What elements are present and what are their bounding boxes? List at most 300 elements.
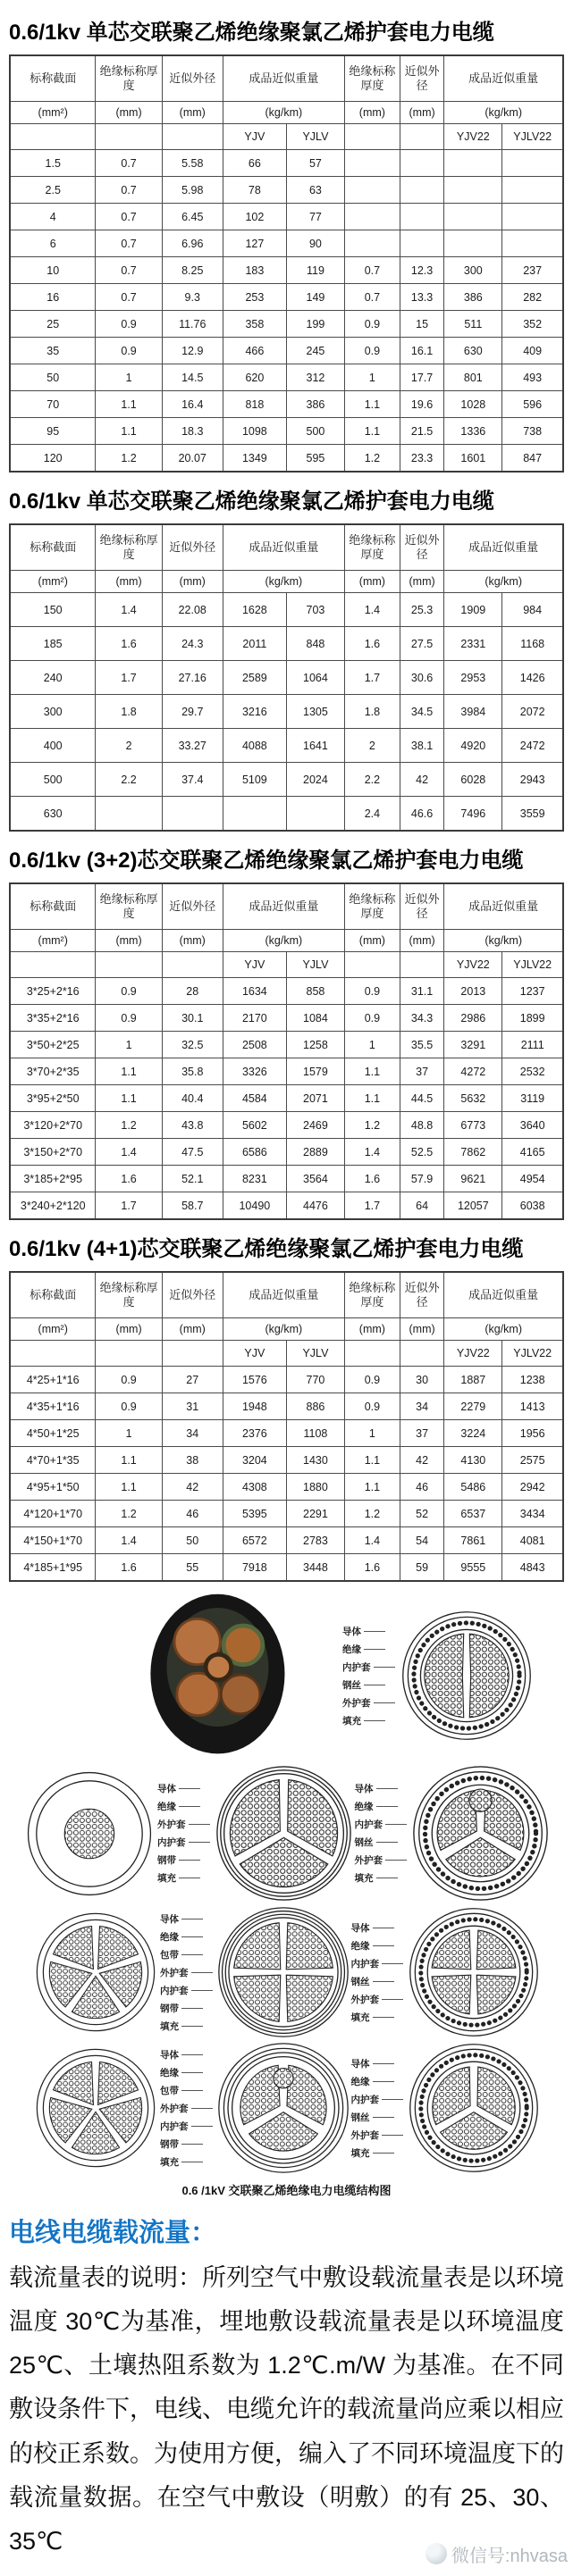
table-cell: 4165 [502, 1139, 563, 1166]
table-cell: 1956 [502, 1420, 563, 1447]
table-cell: 35.5 [400, 1032, 444, 1058]
unit-header: (mm) [344, 571, 400, 593]
table-row [10, 1447, 563, 1474]
table-cell: 3984 [444, 695, 502, 729]
diagram-label: 钢丝 [342, 1678, 398, 1692]
table-cell: 2986 [444, 1005, 502, 1032]
table-cell: 1.4 [96, 1527, 162, 1554]
table-cell [502, 230, 563, 257]
diagram-two-core-armored [400, 1609, 534, 1743]
table-row [10, 1166, 563, 1192]
table-cell: 42 [400, 763, 444, 797]
table-cell: 1.6 [96, 1554, 162, 1582]
table-cell: 245 [286, 338, 344, 364]
table-cell: 4476 [286, 1192, 344, 1220]
table-cell: 2170 [223, 1005, 286, 1032]
table-cell: 34 [162, 1420, 223, 1447]
table-cell: 5632 [444, 1085, 502, 1112]
diagram-label: 内护套 [355, 1818, 410, 1831]
table-cell: 50 [10, 364, 96, 391]
type-header [344, 952, 400, 978]
table-cell: 10490 [223, 1192, 286, 1220]
unit-header: (mm) [162, 930, 223, 952]
table-cell: 3*95+2*50 [10, 1085, 96, 1112]
table-cell [502, 177, 563, 204]
table-cell: 4*25+1*16 [10, 1367, 96, 1393]
table-cell: 38.1 [400, 729, 444, 763]
table-cell: 9.3 [162, 284, 223, 311]
table-cell: 42 [400, 1447, 444, 1474]
table-cell: 30.1 [162, 1005, 223, 1032]
table-cell: 2943 [502, 763, 563, 797]
table-cell: 0.9 [96, 1005, 162, 1032]
table-cell: 4272 [444, 1058, 502, 1085]
table-cell: 0.7 [96, 204, 162, 230]
table-cell: 0.7 [96, 257, 162, 284]
table-cell: 1168 [502, 627, 563, 661]
table-cell: 2013 [444, 978, 502, 1005]
table-cell: 1 [96, 1420, 162, 1447]
table-cell: 27 [162, 1367, 223, 1393]
table-cell: 6.45 [162, 204, 223, 230]
col-header: 近似外径 [400, 524, 444, 571]
table-cell: 630 [10, 797, 96, 832]
table-cell: 0.9 [344, 1367, 400, 1393]
table-cell: 4*150+1*70 [10, 1527, 96, 1554]
table-cell: 52 [400, 1501, 444, 1527]
table-row [10, 364, 563, 391]
table-cell: 29.7 [162, 695, 223, 729]
table-cell: 4920 [444, 729, 502, 763]
table-row [10, 661, 563, 695]
table-cell: 43.8 [162, 1112, 223, 1139]
table-cell: 886 [286, 1393, 344, 1420]
table-cell: 2783 [286, 1527, 344, 1554]
table-row [10, 593, 563, 627]
col-header: 绝缘标称厚度 [344, 55, 400, 102]
table-cell: 5395 [223, 1501, 286, 1527]
diagram-four-core [217, 1906, 350, 2038]
table-cell: 1098 [223, 418, 286, 445]
table-cell: 1.4 [96, 593, 162, 627]
table-cell: 5486 [444, 1474, 502, 1501]
table-cell: 6 [10, 230, 96, 257]
diagram-label: 绝缘 [351, 2075, 407, 2088]
table-cell: 46.6 [400, 797, 444, 832]
table-row [10, 418, 563, 445]
table-cell: 3224 [444, 1420, 502, 1447]
table-cell: 1576 [223, 1367, 286, 1393]
type-header [162, 1341, 223, 1367]
table-cell: 52.5 [400, 1139, 444, 1166]
unit-header: (mm) [344, 930, 400, 952]
table-cell: 6038 [502, 1192, 563, 1220]
table-cell: 57 [286, 150, 344, 177]
table-cell [502, 150, 563, 177]
table-cell: 35 [10, 338, 96, 364]
table-cell: 801 [444, 364, 502, 391]
table-cell: 34.5 [400, 695, 444, 729]
cable-spec-table-single-core-small [9, 54, 564, 473]
col-header: 成品近似重量 [444, 1272, 563, 1318]
table-cell: 3448 [286, 1554, 344, 1582]
table-cell: 52.1 [162, 1166, 223, 1192]
table-cell: 1579 [286, 1058, 344, 1085]
table-cell: 1.2 [96, 1501, 162, 1527]
table-cell: 28 [162, 978, 223, 1005]
table-cell: 11.76 [162, 311, 223, 338]
table-cell: 4*50+1*25 [10, 1420, 96, 1447]
diagram-label: 填充 [160, 2020, 215, 2033]
table-cell: 2.4 [344, 797, 400, 832]
diagram-label: 绝缘 [160, 1930, 215, 1944]
unit-header: (mm) [162, 571, 223, 593]
diagram-label: 钢带 [157, 1853, 213, 1867]
table-cell: 2331 [444, 627, 502, 661]
table-cell: 738 [502, 418, 563, 445]
table-cell: 2.5 [10, 177, 96, 204]
section-title-4plus1-core: 0.6/1kv (4+1)芯交联聚乙烯绝缘聚氯乙烯护套电力电缆 [9, 1237, 524, 1261]
diagram-label: 导体 [157, 1782, 213, 1795]
table-cell: 4*95+1*50 [10, 1474, 96, 1501]
unit-header: (kg/km) [223, 102, 344, 124]
table-cell: 3*50+2*25 [10, 1032, 96, 1058]
table-cell: 1.2 [344, 1501, 400, 1527]
table-cell: 95 [10, 418, 96, 445]
table-cell: 2472 [502, 729, 563, 763]
table-cell: 770 [286, 1367, 344, 1393]
table-cell: 10 [10, 257, 96, 284]
table-cell: 2 [344, 729, 400, 763]
table-cell: 30 [400, 1367, 444, 1393]
table-cell: 3*240+2*120 [10, 1192, 96, 1220]
table-cell: 848 [286, 627, 344, 661]
table-cell [344, 150, 400, 177]
table-cell: 3*70+2*35 [10, 1058, 96, 1085]
col-header: 绝缘标称厚度 [344, 883, 400, 930]
diagram-label: 导体 [355, 1782, 410, 1795]
table-cell: 37 [400, 1420, 444, 1447]
diagram-label: 钢丝 [355, 1836, 410, 1849]
table-cell: 858 [286, 978, 344, 1005]
type-header: YJLV22 [502, 1341, 563, 1367]
col-header: 成品近似重量 [223, 524, 344, 571]
diagram-label: 外护套 [351, 2129, 407, 2142]
table-cell: 1.2 [344, 445, 400, 473]
table-cell: 2071 [286, 1085, 344, 1112]
table-row [10, 1367, 563, 1393]
table-cell: 1887 [444, 1367, 502, 1393]
table-cell: 18.3 [162, 418, 223, 445]
table-cell: 2011 [223, 627, 286, 661]
table-cell: 511 [444, 311, 502, 338]
table-cell: 13.3 [400, 284, 444, 311]
table-row [10, 338, 563, 364]
diagram-four-core-armored [408, 1906, 540, 2038]
table-cell: 1.2 [96, 445, 162, 473]
table-cell: 1.2 [344, 1112, 400, 1139]
unit-header: (kg/km) [444, 571, 563, 593]
table-cell: 120 [10, 445, 96, 473]
table-cell: 1237 [502, 978, 563, 1005]
table-cell: 42 [162, 1474, 223, 1501]
table-cell: 240 [10, 661, 96, 695]
table-cell: 0.7 [344, 284, 400, 311]
type-header: YJLV [286, 952, 344, 978]
table-cell: 300 [10, 695, 96, 729]
table-cell: 1601 [444, 445, 502, 473]
table-row [10, 1474, 563, 1501]
table-cell: 63 [286, 177, 344, 204]
unit-header: (mm) [400, 1318, 444, 1341]
type-header [96, 124, 162, 150]
table-cell [223, 797, 286, 832]
table-cell: 2279 [444, 1393, 502, 1420]
col-header: 成品近似重量 [444, 55, 563, 102]
table-cell: 0.7 [96, 284, 162, 311]
table-cell: 312 [286, 364, 344, 391]
table-cell: 48.8 [400, 1112, 444, 1139]
unit-header: (mm) [162, 1318, 223, 1341]
table-cell: 1.8 [344, 695, 400, 729]
cable-spec-table-4plus1 [9, 1271, 564, 1582]
table-cell: 199 [286, 311, 344, 338]
table-cell: 16.1 [400, 338, 444, 364]
table-cell: 32.5 [162, 1032, 223, 1058]
table-cell: 1634 [223, 978, 286, 1005]
table-cell [344, 230, 400, 257]
table-cell: 3326 [223, 1058, 286, 1085]
col-header: 绝缘标称厚度 [344, 524, 400, 571]
table-row [10, 230, 563, 257]
unit-header: (kg/km) [444, 102, 563, 124]
type-header [162, 124, 223, 150]
table-cell: 55 [162, 1554, 223, 1582]
watermark-logo-icon [426, 2543, 447, 2564]
diagram-label: 导体 [342, 1625, 398, 1638]
table-cell: 1.6 [344, 1554, 400, 1582]
table-cell: 386 [444, 284, 502, 311]
table-row [10, 729, 563, 763]
section-title-3plus2-core: 0.6/1kv (3+2)芯交联聚乙烯绝缘聚氯乙烯护套电力电缆 [9, 849, 524, 873]
table-cell: 0.9 [344, 338, 400, 364]
unit-header: (mm) [96, 102, 162, 124]
table-cell: 17.7 [400, 364, 444, 391]
col-header: 标称截面 [10, 1272, 96, 1318]
table-cell: 119 [286, 257, 344, 284]
table-cell: 0.7 [344, 257, 400, 284]
table-cell: 38 [162, 1447, 223, 1474]
table-cell: 5.58 [162, 150, 223, 177]
type-header: YJLV22 [502, 952, 563, 978]
table-cell: 2.2 [96, 763, 162, 797]
table-cell: 15 [400, 311, 444, 338]
diagram-label: 绝缘 [351, 1939, 407, 1953]
table-cell: 3564 [286, 1166, 344, 1192]
type-header [96, 1341, 162, 1367]
table-cell: 1.4 [344, 1527, 400, 1554]
table-cell: 34.3 [400, 1005, 444, 1032]
table-cell: 409 [502, 338, 563, 364]
diagram-labels-five-and-four-core [158, 1910, 217, 2035]
table-cell: 1.6 [96, 627, 162, 661]
ampacity-paragraph: 载流量表的说明：所列空气中敷设载流量表是以环境温度 30℃为基准，埋地敷设载流量表是以环境温度25℃、土壤热阻系数为 1.2℃.m/W 为基准。在不同敷设条件下，电线、电缆允许的载流量尚应乘以相应的校正系数。为使用方便，编入了不同环境温度下的载流量数据。在空气中敷设（明敷）的有 25、30、35℃ [9, 2264, 564, 2555]
type-header [96, 952, 162, 978]
diagram-labels-five-and-three-plus-one [158, 2045, 217, 2170]
table-cell: 1641 [286, 729, 344, 763]
table-body [10, 978, 563, 1220]
table-cell: 2889 [286, 1139, 344, 1166]
table-cell: 4*120+1*70 [10, 1501, 96, 1527]
table-cell: 66 [223, 150, 286, 177]
table-row [10, 311, 563, 338]
table-cell: 1336 [444, 418, 502, 445]
table-cell: 253 [223, 284, 286, 311]
table-cell: 37.4 [162, 763, 223, 797]
table-cell: 2.2 [344, 763, 400, 797]
diagram-five-core [33, 1910, 158, 2035]
table-row [10, 1393, 563, 1420]
col-header: 绝缘标称厚度 [96, 1272, 162, 1318]
diagram-label: 外护套 [160, 1966, 215, 1979]
table-cell: 1.1 [344, 391, 400, 418]
type-header: YJLV22 [502, 124, 563, 150]
type-header: YJV22 [444, 952, 502, 978]
table-cell [444, 150, 502, 177]
col-header: 成品近似重量 [223, 883, 344, 930]
col-header: 近似外径 [400, 1272, 444, 1318]
table-cell: 0.9 [96, 338, 162, 364]
table-cell: 1.4 [344, 593, 400, 627]
cable-spec-table-3plus2 [9, 882, 564, 1220]
table-row [10, 763, 563, 797]
table-cell: 847 [502, 445, 563, 473]
table-cell: 47.5 [162, 1139, 223, 1166]
table-cell: 0.7 [96, 150, 162, 177]
table-cell: 12.9 [162, 338, 223, 364]
table-cell: 0.7 [96, 177, 162, 204]
type-header [10, 952, 96, 978]
col-header: 近似外径 [162, 524, 223, 571]
table-cell: 5.98 [162, 177, 223, 204]
table-cell: 1 [344, 1032, 400, 1058]
table-cell: 1430 [286, 1447, 344, 1474]
table-cell: 1413 [502, 1393, 563, 1420]
table-cell: 1899 [502, 1005, 563, 1032]
diagram-label: 内护套 [160, 1984, 215, 1997]
section-title-single-core-1: 0.6/1kv 单芯交联聚乙烯绝缘聚氯乙烯护套电力电缆 [9, 21, 494, 45]
diagram-label: 填充 [351, 2146, 407, 2160]
table-cell: 7496 [444, 797, 502, 832]
table-body [10, 593, 563, 832]
table-cell: 0.9 [96, 1393, 162, 1420]
table-cell: 386 [286, 391, 344, 418]
table-cell: 1.6 [96, 1166, 162, 1192]
table-cell: 6.96 [162, 230, 223, 257]
watermark-text: 微信号:nhvasa [451, 2546, 568, 2566]
table-cell: 620 [223, 364, 286, 391]
table-cell: 5602 [223, 1112, 286, 1139]
section-title-single-core-2: 0.6/1kv 单芯交联聚乙烯绝缘聚氯乙烯护套电力电缆 [9, 489, 494, 514]
table-cell: 1.7 [344, 661, 400, 695]
table-row [10, 627, 563, 661]
table-cell: 1.2 [96, 1112, 162, 1139]
unit-header: (mm²) [10, 930, 96, 952]
table-cell: 8.25 [162, 257, 223, 284]
table-cell: 1628 [223, 593, 286, 627]
table-cell: 0.9 [96, 978, 162, 1005]
table-cell: 4308 [223, 1474, 286, 1501]
table-cell [162, 797, 223, 832]
col-header: 标称截面 [10, 883, 96, 930]
table-row [10, 177, 563, 204]
table-cell: 1.8 [96, 695, 162, 729]
table-cell: 31.1 [400, 978, 444, 1005]
diagram-label: 导体 [160, 1912, 215, 1926]
table-cell: 149 [286, 284, 344, 311]
table-cell: 237 [502, 257, 563, 284]
table-cell: 12057 [444, 1192, 502, 1220]
type-header: YJV [223, 124, 286, 150]
table-cell [502, 204, 563, 230]
col-header: 成品近似重量 [223, 1272, 344, 1318]
diagram-label: 内护套 [351, 1957, 407, 1970]
diagram-three-core [215, 1764, 353, 1903]
type-header [10, 124, 96, 150]
table-cell: 2589 [223, 661, 286, 695]
table-cell: 77 [286, 204, 344, 230]
diagram-labels-three-plus-one-armored [353, 1780, 412, 1887]
table-cell: 352 [502, 311, 563, 338]
table-cell: 0.7 [96, 230, 162, 257]
table-cell: 1.4 [96, 1139, 162, 1166]
table-cell: 400 [10, 729, 96, 763]
type-header: YJLV [286, 124, 344, 150]
table-cell: 54 [400, 1527, 444, 1554]
unit-header: (mm) [96, 1318, 162, 1341]
table-cell: 183 [223, 257, 286, 284]
table-head [10, 883, 563, 978]
unit-header: (mm²) [10, 1318, 96, 1341]
table-cell: 5109 [223, 763, 286, 797]
table-cell: 1108 [286, 1420, 344, 1447]
table-cell: 4843 [502, 1554, 563, 1582]
table-cell [400, 150, 444, 177]
unit-header: (kg/km) [223, 930, 344, 952]
diagram-label: 内护套 [157, 1836, 213, 1849]
table-cell: 23.3 [400, 445, 444, 473]
diagram-label: 钢丝 [351, 2111, 407, 2124]
table-cell [344, 177, 400, 204]
type-header: YJV [223, 952, 286, 978]
table-cell [400, 177, 444, 204]
table-cell: 2575 [502, 1447, 563, 1474]
table-cell: 9621 [444, 1166, 502, 1192]
table-cell: 6586 [223, 1139, 286, 1166]
table-head [10, 1272, 563, 1367]
table-cell: 2508 [223, 1032, 286, 1058]
table-cell: 3*35+2*16 [10, 1005, 96, 1032]
diagram-label: 填充 [351, 2011, 407, 2024]
col-header: 绝缘标称厚度 [344, 1272, 400, 1318]
diagram-label: 外护套 [351, 1993, 407, 2006]
diagram-label: 内护套 [160, 2120, 215, 2133]
table-row [10, 1501, 563, 1527]
table-cell: 1.1 [96, 1447, 162, 1474]
col-header: 标称截面 [10, 524, 96, 571]
table-cell: 2953 [444, 661, 502, 695]
table-cell: 6028 [444, 763, 502, 797]
